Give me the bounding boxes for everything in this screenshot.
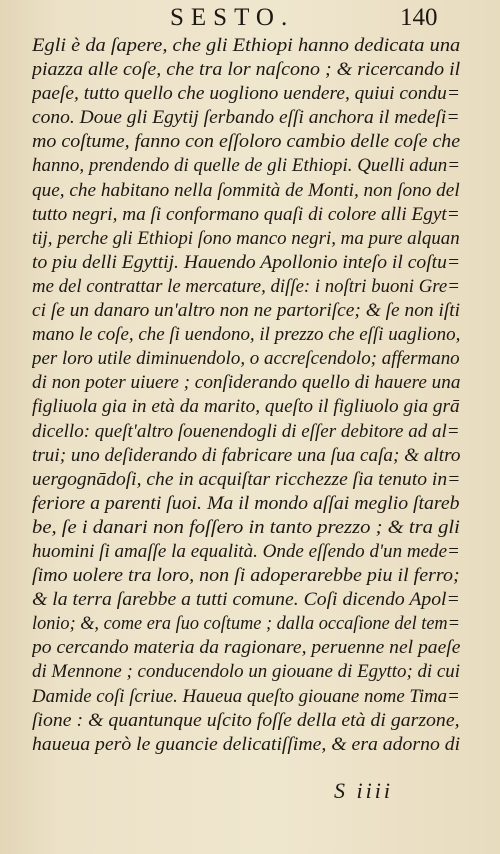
running-head: SESTO.	[170, 4, 295, 31]
page-header	[0, 4, 500, 34]
text-line: trui; uno deſiderando di fabricare una ſua caſa; & altro	[32, 444, 460, 466]
text-line: to piu delli Egyttij. Hauendo Apollonio inteſo il coſtu=	[32, 251, 460, 273]
text-line: di Mennone ; conducendolo un giouane di Egytto; di cui	[32, 661, 460, 683]
text-line: Egli è da ſapere, che gli Ethiopi hanno dedicata una	[32, 35, 461, 56]
text-line: que, che habitano nella ſommità de Monti, non ſono del	[32, 179, 460, 201]
text-line: ſimo uolere tra loro, non ſi adoperarebbe piu il ferro;	[32, 565, 460, 587]
text-line: haueua però le guancie delicatiſſime, & era adorno di	[32, 733, 460, 755]
text-line: & la terra ſarebbe a tutti comune. Coſi dicendo Apol=	[32, 589, 460, 611]
text-line: paeſe, tutto quello che uogliono uendere, quiui condu=	[32, 83, 460, 105]
text-line: tij, perche gli Ethiopi ſono manco negri, ma pure alquan	[32, 227, 460, 249]
text-line: ſione : & quantunque uſcito foſſe della età di garzone,	[32, 709, 460, 731]
text-line: hanno, prendendo di quelle de gli Ethiopi. Quelli adun=	[32, 155, 461, 177]
text-line: piazza alle coſe, che tra lor naſcono ; & ricercando il	[32, 59, 461, 81]
text-line: feriore a parenti ſuoi. Ma il mondo aſſai meglio ſtareb	[32, 492, 460, 514]
text-line: me del contrattar le mercature, diſſe: i noſtri buoni Gre=	[32, 275, 460, 297]
text-line: cono. Doue gli Egytij ſerbando eſſi anchora il medeſi=	[32, 107, 460, 129]
signature-mark: S iiii	[334, 778, 393, 803]
text-line: dicello: queſt'altro ſouenendogli di eſſer debitore ad al=	[32, 420, 460, 442]
text-line: per loro utile diminuendolo, o accreſcendolo; affermano	[32, 348, 460, 370]
text-line: be, ſe i danari non foſſero in tanto prezzo ; & tra gli	[32, 516, 460, 538]
text-line: huomini ſi amaſſe la equalità. Onde eſſendo d'un mede=	[32, 540, 460, 562]
text-line: po cercando materia da ragionare, peruenne nel paeſe	[32, 637, 460, 659]
body-text	[32, 34, 460, 757]
text-line: mo coſtume, fanno con eſſoloro cambio delle coſe che	[32, 131, 461, 153]
page-number: 140	[400, 4, 438, 31]
text-line: figliuola gia in età da marito, queſto il figliuolo gia grā	[32, 396, 460, 418]
text-line: lonio; &, come era ſuo coſtume ; dalla occaſione del tem=	[32, 613, 460, 635]
text-line: Damide coſi ſcriue. Haueua queſto giouane nome Tima=	[32, 685, 460, 707]
text-line: mano le coſe, che ſi uendono, il prezzo che eſſi uagliono,	[32, 324, 461, 346]
text-line: di non poter uiuere ; conſiderando quello di hauere una	[32, 372, 460, 394]
text-line: ci ſe un danaro un'altro non ne partoriſce; & ſe non iſti	[32, 300, 461, 322]
text-line: uergognādoſi, che in acquiſtar ricchezze ſia tenuto in=	[32, 468, 460, 490]
text-line: tutto negri, ma ſi conformano quaſi di colore alli Egyt=	[32, 203, 460, 225]
